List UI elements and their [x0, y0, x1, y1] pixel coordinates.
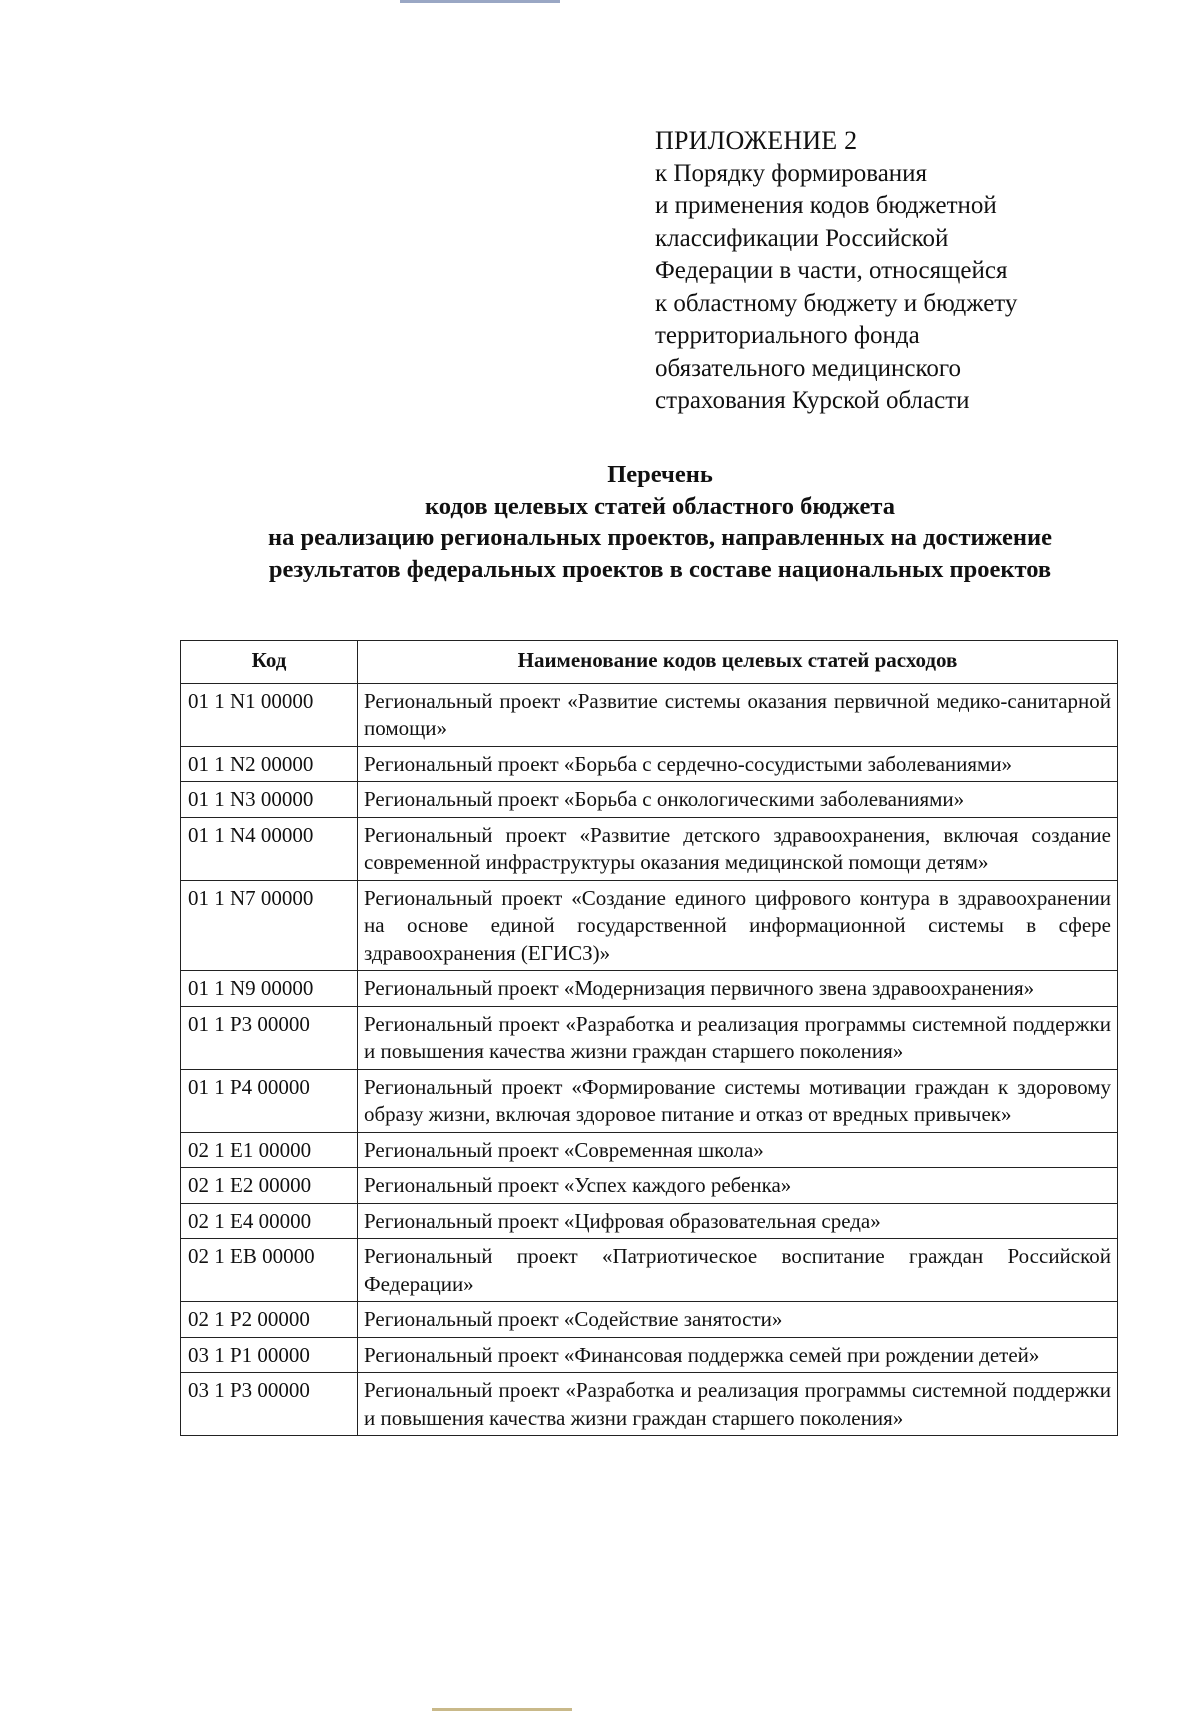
- table-row: [181, 1203, 1118, 1239]
- code-cell: 01 1 N4 00000: [181, 817, 358, 880]
- table-row: [181, 817, 1118, 880]
- table-row: [181, 880, 1118, 971]
- name-cell: Региональный проект «Цифровая образовательная среда»: [358, 1203, 1118, 1239]
- table-row: [181, 1337, 1118, 1373]
- code-cell: 02 1 E2 00000: [181, 1168, 358, 1204]
- table-row: [181, 683, 1118, 746]
- scan-edge-mark: [400, 0, 560, 3]
- name-cell: Региональный проект «Патриотическое воспитание граждан Российской Федерации»: [358, 1239, 1118, 1302]
- appendix-line: к Порядку формирования: [655, 159, 928, 187]
- document-title: [180, 459, 1140, 585]
- appendix-line: и применения кодов бюджетной: [655, 192, 997, 219]
- name-cell: Региональный проект «Современная школа»: [358, 1132, 1118, 1168]
- appendix-line: страхования Курской области: [655, 387, 970, 414]
- appendix-line: обязательного медицинского: [655, 354, 962, 382]
- code-cell: 01 1 P4 00000: [181, 1069, 358, 1132]
- name-cell: Региональный проект «Разработка и реализация программы системной поддержки и повышения качества жизни граждан старшего поколения»: [358, 1006, 1118, 1069]
- scan-edge-mark: [432, 1708, 572, 1711]
- table-row: [181, 1132, 1118, 1168]
- name-cell: Региональный проект «Создание единого цифрового контура в здравоохранении на основе единой государственной информационной системы в сфере здравоохранения (ЕГИСЗ)»: [358, 880, 1118, 971]
- name-cell: Региональный проект «Содействие занятости»: [358, 1302, 1118, 1338]
- code-cell: 01 1 N9 00000: [181, 971, 358, 1007]
- code-cell: 02 1 E4 00000: [181, 1203, 358, 1239]
- name-cell: Региональный проект «Разработка и реализация программы системной поддержки и повышения качества жизни граждан старшего поколения»: [358, 1373, 1118, 1436]
- appendix-line: территориального фонда: [655, 322, 920, 349]
- column-header-code: Код: [181, 641, 358, 684]
- column-header-name: Наименование кодов целевых статей расходов: [358, 641, 1118, 684]
- table-row: [181, 1069, 1118, 1132]
- code-cell: 02 1 P2 00000: [181, 1302, 358, 1338]
- name-cell: Региональный проект «Борьба с онкологическими заболеваниями»: [358, 782, 1118, 818]
- table-row: [181, 1373, 1118, 1436]
- appendix-block: [655, 125, 1125, 418]
- target-codes-table: [180, 640, 1118, 1436]
- document-title-line: кодов целевых статей областного бюджета: [425, 492, 895, 520]
- appendix-line: классификации Российской: [655, 224, 949, 252]
- document-title-line: Перечень: [607, 461, 713, 488]
- document-title-line: на реализацию региональных проектов, направленных на достижение: [267, 524, 1053, 551]
- table-header-row: [181, 641, 1118, 684]
- table-row: [181, 971, 1118, 1007]
- table-row: [181, 782, 1118, 818]
- name-cell: Региональный проект «Успех каждого ребенка»: [358, 1168, 1118, 1204]
- name-cell: Региональный проект «Модернизация первичного звена здравоохранения»: [358, 971, 1118, 1007]
- code-cell: 02 1 EB 00000: [181, 1239, 358, 1302]
- code-cell: 01 1 N1 00000: [181, 683, 358, 746]
- table-row: [181, 1006, 1118, 1069]
- name-cell: Региональный проект «Финансовая поддержка семей при рождении детей»: [358, 1337, 1118, 1373]
- code-cell: 03 1 P3 00000: [181, 1373, 358, 1436]
- code-cell: 01 1 N2 00000: [181, 746, 358, 782]
- appendix-line: Федерации в части, относящейся: [655, 257, 1008, 284]
- name-cell: Региональный проект «Формирование системы мотивации граждан к здоровому образу жизни, включая здоровое питание и отказ от вредных привычек»: [358, 1069, 1118, 1132]
- code-cell: 03 1 P1 00000: [181, 1337, 358, 1373]
- name-cell: Региональный проект «Развитие системы оказания первичной медико-санитарной помощи»: [358, 683, 1118, 746]
- name-cell: Региональный проект «Борьба с сердечно-сосудистыми заболеваниями»: [358, 746, 1118, 782]
- code-cell: 01 1 N3 00000: [181, 782, 358, 818]
- appendix-line: к областному бюджету и бюджету: [655, 289, 1018, 317]
- table-row: [181, 1302, 1118, 1338]
- code-cell: 02 1 E1 00000: [181, 1132, 358, 1168]
- appendix-title: ПРИЛОЖЕНИЕ 2: [655, 126, 858, 155]
- code-cell: 01 1 N7 00000: [181, 880, 358, 971]
- table-row: [181, 1168, 1118, 1204]
- table-row: [181, 746, 1118, 782]
- name-cell: Региональный проект «Развитие детского здравоохранения, включая создание современной инфраструктуры оказания медицинской помощи детям»: [358, 817, 1118, 880]
- table-row: [181, 1239, 1118, 1302]
- code-cell: 01 1 P3 00000: [181, 1006, 358, 1069]
- document-title-line: результатов федеральных проектов в составе национальных проектов: [268, 555, 1052, 583]
